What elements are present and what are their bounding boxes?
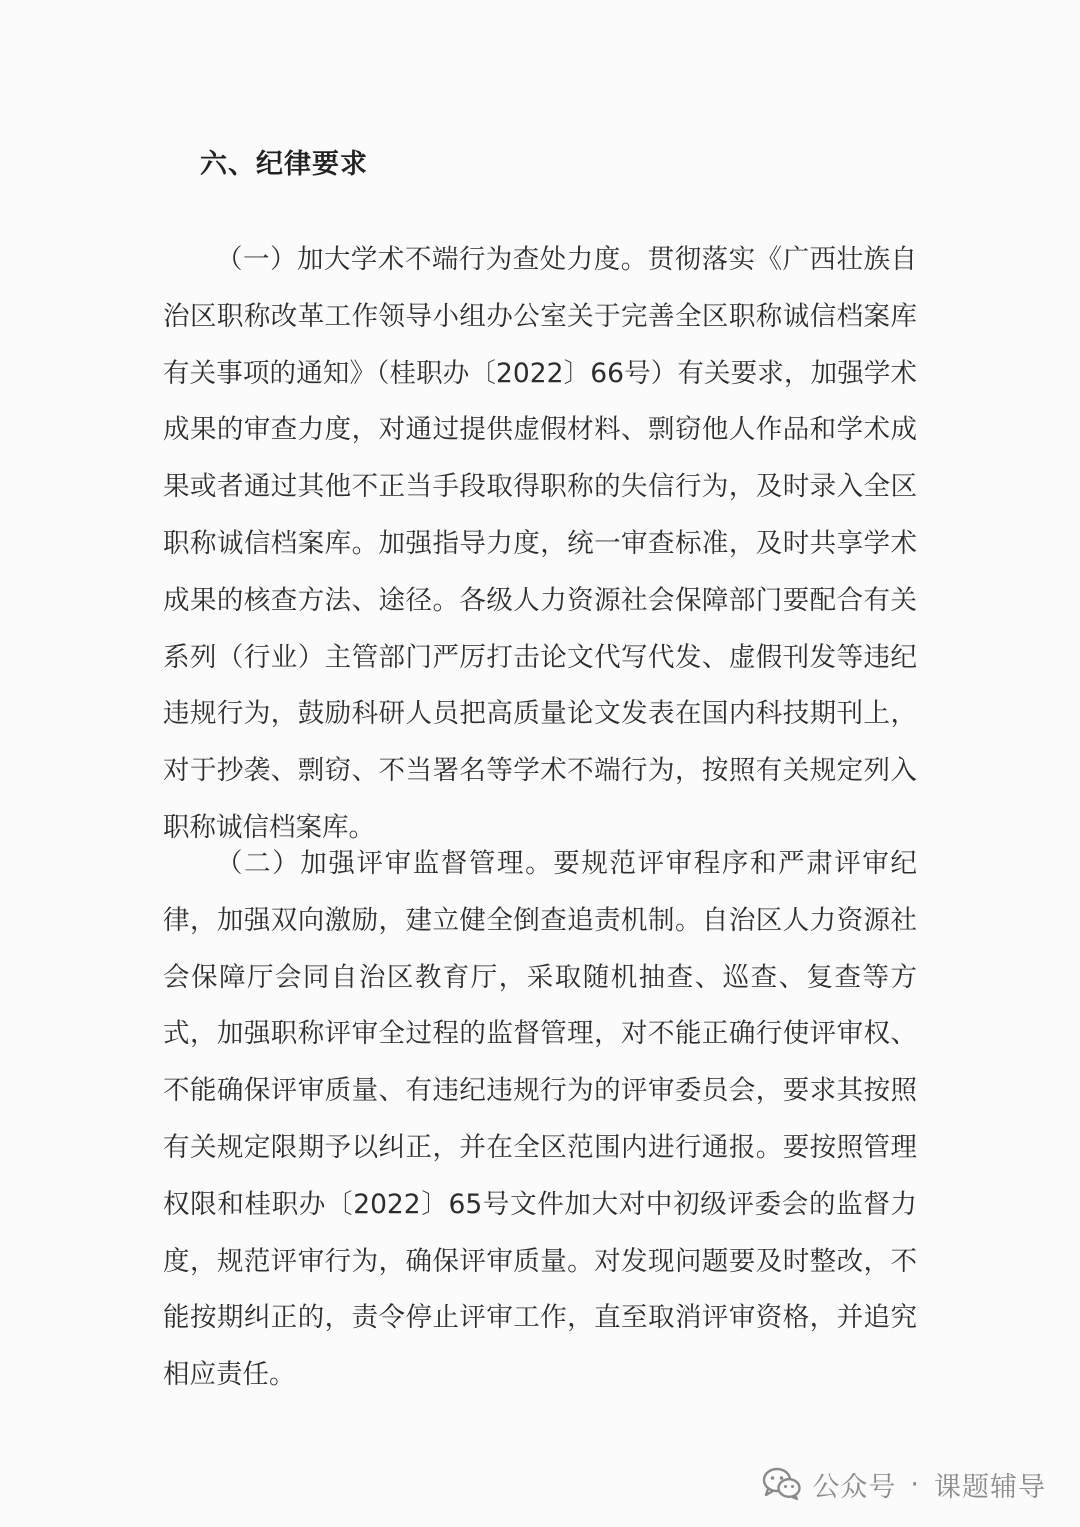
watermark [762,1462,1046,1506]
watermark-label: 公众号 [812,1471,897,1503]
watermark-separator: · [910,1468,920,1500]
watermark-account-name: 课题辅导 [934,1471,1046,1503]
paragraph-academic-misconduct: （一）加大学术不端行为查处力度。贯彻落实《广西壮族自治区职称改革工作领导小组办公室关于完善全区职称诚信档案库有关事项的通知》（桂职办〔2022〕66号）有关要求，加强学术成果的审查力度，对通过提供虚假材料、剽窃他人作品和学术成果或者通过其他不正当手段取得职称的失信行为，及时录入全区职称诚信档案库。加强指导力度，统一审查标准，及时共享学术成果的核查方法、途径。各级人力资源社会保障部门要配合有关系列（行业）主管部门严厉打击论文代写代发、虚假刊发等违纪违规行为，鼓励科研人员把高质量论文发表在国内科技期刊上，对于抄袭、剽窃、不当署名等学术不端行为，按照有关规定列入职称诚信档案库。 [163,244,917,843]
section-heading: 六、纪律要求 [200,149,368,180]
wechat-icon [762,1467,802,1501]
paragraph-review-supervision: （二）加强评审监督管理。要规范评审程序和严肃评审纪律，加强双向激励，建立健全倒查追责机制。自治区人力资源社会保障厅会同自治区教育厅，采取随机抽查、巡查、复查等方式，加强职称评审全过程的监督管理，对不能正确行使评审权、不能确保评审质量、有违纪违规行为的评审委员会，要求其按照有关规定限期予以纠正，并在全区范围内进行通报。要按照管理权限和桂职办〔2022〕65号文件加大对中初级评委会的监督力度，规范评审行为，确保评审质量。对发现问题要及时整改，不能按期纠正的，责令停止评审工作，直至取消评审资格，并追究相应责任。 [163,848,917,1391]
